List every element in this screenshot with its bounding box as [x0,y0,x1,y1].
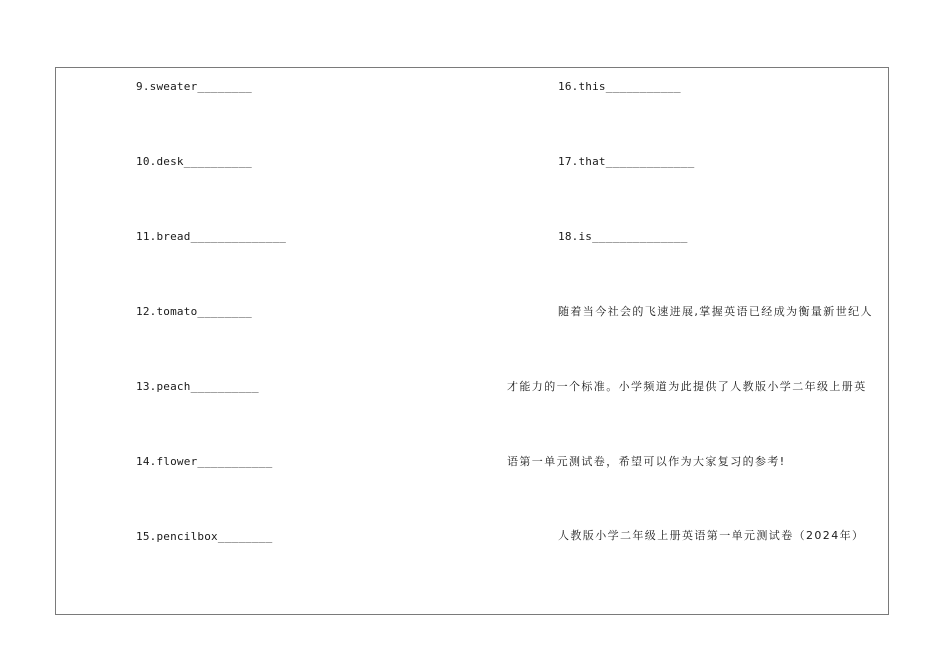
intro-line-3: 语第一单元测试卷，希望可以作为大家复习的参考! [507,455,786,468]
question-15: 15.pencilbox________ [136,530,273,543]
question-17: 17.that_____________ [558,155,695,168]
question-18: 18.is______________ [558,230,688,243]
question-14: 14.flower___________ [136,455,273,468]
question-10: 10.desk__________ [136,155,252,168]
intro-line-2: 才能力的一个标准。小学频道为此提供了人教版小学二年级上册英 [507,380,867,393]
exam-title: 人教版小学二年级上册英语第一单元测试卷（2024年） [558,529,865,542]
question-13: 13.peach__________ [136,380,259,393]
intro-line-1: 随着当今社会的飞速进展,掌握英语已经成为衡量新世纪人 [558,305,873,318]
question-12: 12.tomato________ [136,305,252,318]
question-11: 11.bread______________ [136,230,287,243]
question-16: 16.this___________ [558,80,681,93]
question-9: 9.sweater________ [136,80,252,93]
